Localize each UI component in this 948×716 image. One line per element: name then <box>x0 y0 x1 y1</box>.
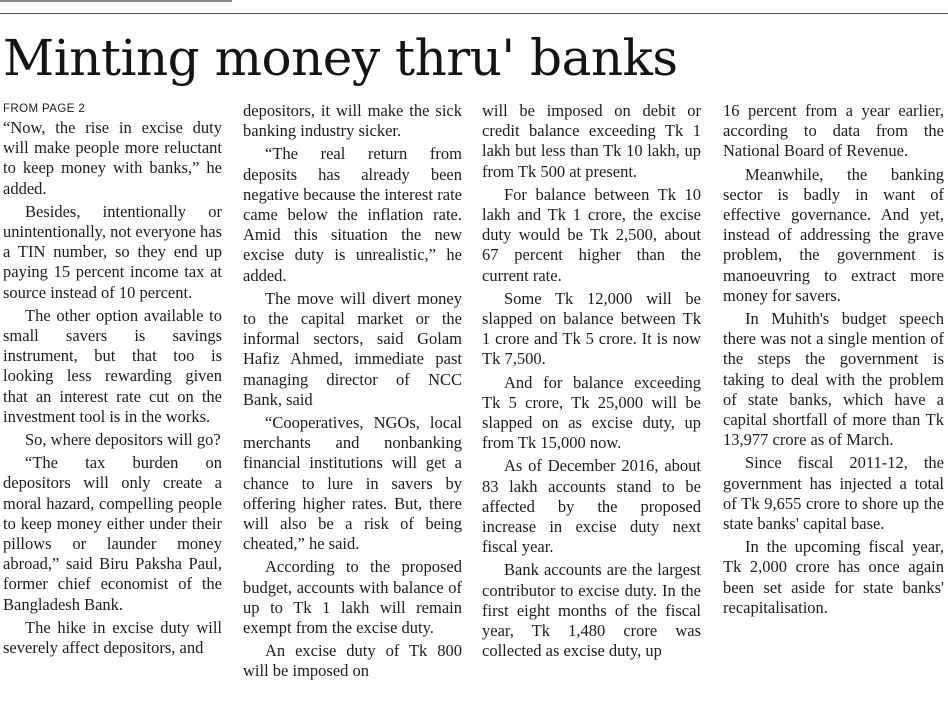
clipped-header-strip <box>0 0 232 2</box>
continued-from-label: FROM PAGE 2 <box>3 103 86 115</box>
column-3 <box>482 101 701 716</box>
paragraph: “Cooperatives, NGOs, local merchants and nonbanking financial institutions will get a chance to lure in savers by offering higher rates. But, there will also be a risk of being cheated,” he said. <box>243 413 462 554</box>
headline: Minting money thru' banks <box>3 29 678 87</box>
paragraph: depositors, it will make the sick banking industry sicker. <box>243 101 462 141</box>
paragraph: Since fiscal 2011-12, the government has injected a total of Tk 9,655 crore to shore up the state banks' capital base. <box>723 453 944 534</box>
paragraph: For balance between Tk 10 lakh and Tk 1 crore, the excise duty would be Tk 2,500, about 67 percent higher than the current rate. <box>482 184 701 285</box>
paragraph: “The real return from deposits has already been negative because the interest rate came below the inflation rate. Amid this situation the new excise duty is unrealistic,” he added. <box>243 144 462 285</box>
paragraph: And for balance exceeding Tk 5 crore, Tk 25,000 will be slapped on as excise duty, up from Tk 15,000 now. <box>482 372 701 453</box>
paragraph: Besides, intentionally or unintentionally, not everyone has a TIN number, so they end up paying 15 percent income tax at source instead of 10 percent. <box>3 201 222 302</box>
paragraph: The hike in excise duty will severely affect depositors, and <box>3 617 222 658</box>
paragraph: 16 percent from a year earlier, according to data from the National Board of Revenue. <box>723 101 944 161</box>
column-1 <box>3 101 222 716</box>
paragraph: So, where depositors will go? <box>25 430 221 450</box>
paragraph: “The tax burden on depositors will only create a moral hazard, compelling people to keep money either under their pillows or launder money abroad,” said Biru Paksha Paul, former chief economist of the Bangladesh Bank. <box>3 453 222 614</box>
paragraph: “Now, the rise in excise duty will make people more reluctant to keep money with banks,” he added. <box>3 118 222 198</box>
paragraph: will be imposed on debit or credit balance exceeding Tk 1 lakh but less than Tk 10 lakh, up from Tk 500 at present. <box>482 101 701 181</box>
paragraph: The move will divert money to the capital market or the informal sectors, said Golam Hafiz Ahmed, immediate past managing director of NCC Bank, said <box>243 288 462 409</box>
article-body <box>0 101 948 716</box>
paragraph: Meanwhile, the banking sector is badly in want of effective governance. And yet, instead of addressing the grave problem, the government is manoeuvring to extract more money for savers. <box>723 164 944 305</box>
paragraph: An excise duty of Tk 800 will be imposed on <box>243 641 462 681</box>
paragraph: Some Tk 12,000 will be slapped on balance between Tk 1 crore and Tk 5 crore. It is now Tk 7,500. <box>482 288 701 369</box>
top-rule <box>0 0 948 14</box>
column-4 <box>723 101 944 716</box>
column-2 <box>243 101 462 716</box>
paragraph: The other option available to small savers is savings instrument, but that too is looking less rewarding given that an interest rate cut on the investment tool is in the works. <box>3 305 222 426</box>
paragraph: Bank accounts are the largest contributor to excise duty. In the first eight months of the fiscal year, Tk 1,480 crore was collected as excise duty, up <box>482 560 701 661</box>
paragraph: According to the proposed budget, accounts with balance of up to Tk 1 lakh will remain exempt from the excise duty. <box>243 557 462 638</box>
paragraph: As of December 2016, about 83 lakh accounts stand to be affected by the proposed increase in excise duty next fiscal year. <box>482 456 701 557</box>
paragraph: In Muhith's budget speech there was not a single mention of the steps the government is taking to deal with the problem of state banks, which have a capital shortfall of more than Tk 13,977 crore as of March. <box>723 309 944 450</box>
paragraph: In the upcoming fiscal year, Tk 2,000 crore has once again been set aside for state banks' recapitalisation. <box>723 537 944 617</box>
